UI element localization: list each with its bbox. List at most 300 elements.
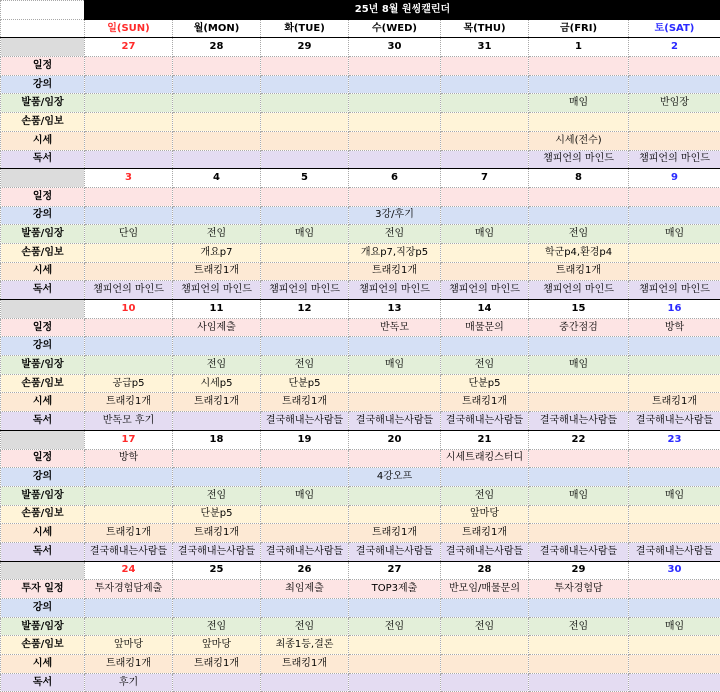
entry-cell-mon[interactable]: 트래킹1개: [173, 393, 261, 412]
entry-cell-tue[interactable]: [261, 131, 349, 150]
entry-cell-tue[interactable]: [261, 243, 349, 262]
date-cell-thu[interactable]: 31: [441, 38, 529, 57]
entry-cell-sat[interactable]: [629, 580, 720, 599]
entry-cell-sat[interactable]: [629, 374, 720, 393]
entry-cell-sun[interactable]: [85, 187, 173, 206]
date-cell-fri[interactable]: 8: [529, 169, 629, 188]
entry-cell-thu[interactable]: [441, 599, 529, 618]
entry-cell-tue[interactable]: [261, 337, 349, 356]
entry-cell-thu[interactable]: [441, 94, 529, 113]
entry-cell-tue[interactable]: [261, 524, 349, 543]
entry-cell-sat[interactable]: 결국해내는사람들: [629, 542, 720, 561]
entry-cell-wed[interactable]: 결국해내는사람들: [349, 412, 441, 431]
entry-cell-mon[interactable]: [173, 206, 261, 225]
calendar-row: [1, 94, 720, 113]
entry-cell-sun[interactable]: [85, 356, 173, 375]
entry-cell-tue[interactable]: [261, 318, 349, 337]
week-5-date-row: [1, 561, 720, 580]
entry-cell-sun[interactable]: [85, 131, 173, 150]
entry-cell-tue[interactable]: 단분p5: [261, 374, 349, 393]
entry-cell-mon[interactable]: [173, 337, 261, 356]
row-label[interactable]: 손품/임보: [1, 505, 85, 524]
entry-cell-fri[interactable]: 매임: [529, 356, 629, 375]
entry-cell-sun[interactable]: 트래킹1개: [85, 393, 173, 412]
row-label[interactable]: 독서: [1, 150, 85, 169]
date-cell-sun[interactable]: 17: [85, 430, 173, 449]
row-label[interactable]: 독서: [1, 542, 85, 561]
entry-cell-thu[interactable]: [441, 131, 529, 150]
entry-cell-wed[interactable]: [349, 337, 441, 356]
entry-cell-thu[interactable]: [441, 75, 529, 94]
entry-cell-thu[interactable]: 시세트래킹스터디: [441, 449, 529, 468]
row-label[interactable]: 시세: [1, 524, 85, 543]
entry-cell-sat[interactable]: [629, 636, 720, 655]
entry-cell-sat[interactable]: 매임: [629, 617, 720, 636]
entry-cell-tue[interactable]: [261, 673, 349, 692]
entry-cell-fri[interactable]: 챔피언의 마인드: [529, 150, 629, 169]
entry-cell-mon[interactable]: [173, 673, 261, 692]
entry-cell-thu[interactable]: 앞마당: [441, 505, 529, 524]
entry-cell-tue[interactable]: 트래킹1개: [261, 655, 349, 674]
entry-cell-thu[interactable]: 전임: [441, 617, 529, 636]
entry-cell-wed[interactable]: [349, 599, 441, 618]
entry-cell-sat[interactable]: [629, 113, 720, 132]
entry-cell-wed[interactable]: 트래킹1개: [349, 262, 441, 281]
entry-cell-mon[interactable]: [173, 113, 261, 132]
date-cell-mon[interactable]: 25: [173, 561, 261, 580]
entry-cell-fri[interactable]: 결국해내는사람들: [529, 542, 629, 561]
dow-sat[interactable]: 토(SAT): [629, 19, 720, 38]
date-cell-sat[interactable]: 2: [629, 38, 720, 57]
date-cell-sat[interactable]: 30: [629, 561, 720, 580]
entry-cell-mon[interactable]: 챔피언의 마인드: [173, 281, 261, 300]
entry-cell-fri[interactable]: 전임: [529, 225, 629, 244]
entry-cell-tue[interactable]: [261, 449, 349, 468]
entry-cell-fri[interactable]: 전임: [529, 617, 629, 636]
entry-cell-wed[interactable]: [349, 505, 441, 524]
date-cell-fri[interactable]: 1: [529, 38, 629, 57]
row-label[interactable]: 강의: [1, 206, 85, 225]
entry-cell-sat[interactable]: [629, 655, 720, 674]
row-label[interactable]: 시세: [1, 655, 85, 674]
row-label[interactable]: 손품/임보: [1, 374, 85, 393]
date-cell-fri[interactable]: 22: [529, 430, 629, 449]
header-corner-cell[interactable]: [1, 19, 85, 38]
entry-cell-sun[interactable]: [85, 617, 173, 636]
entry-cell-sun[interactable]: [85, 468, 173, 487]
entry-cell-sun[interactable]: [85, 505, 173, 524]
row-label[interactable]: 발품/임장: [1, 94, 85, 113]
entry-cell-wed[interactable]: [349, 673, 441, 692]
entry-cell-tue[interactable]: [261, 150, 349, 169]
entry-cell-fri[interactable]: 매임: [529, 486, 629, 505]
entry-cell-fri[interactable]: 결국해내는사람들: [529, 412, 629, 431]
entry-cell-thu[interactable]: 트래킹1개: [441, 524, 529, 543]
entry-cell-thu[interactable]: [441, 636, 529, 655]
entry-cell-mon[interactable]: 개요p7: [173, 243, 261, 262]
entry-cell-sun[interactable]: [85, 486, 173, 505]
entry-cell-mon[interactable]: 전임: [173, 356, 261, 375]
week-2-date-row: [1, 169, 720, 188]
dow-thu[interactable]: 목(THU): [441, 19, 529, 38]
entry-cell-thu[interactable]: 트래킹1개: [441, 393, 529, 412]
entry-cell-tue[interactable]: 매임: [261, 225, 349, 244]
entry-cell-thu[interactable]: 전임: [441, 486, 529, 505]
entry-cell-sun[interactable]: [85, 206, 173, 225]
date-cell-sun[interactable]: 24: [85, 561, 173, 580]
entry-cell-mon[interactable]: [173, 580, 261, 599]
date-cell-sun[interactable]: 3: [85, 169, 173, 188]
entry-cell-thu[interactable]: 매물문의: [441, 318, 529, 337]
entry-cell-wed[interactable]: [349, 393, 441, 412]
row-label[interactable]: 일정: [1, 187, 85, 206]
entry-cell-fri[interactable]: [529, 599, 629, 618]
week-date-row-label-cell[interactable]: [1, 430, 85, 449]
entry-cell-mon[interactable]: [173, 94, 261, 113]
entry-cell-sun[interactable]: [85, 262, 173, 281]
entry-cell-sat[interactable]: [629, 468, 720, 487]
entry-cell-tue[interactable]: [261, 505, 349, 524]
entry-cell-fri[interactable]: [529, 505, 629, 524]
date-cell-wed[interactable]: 6: [349, 169, 441, 188]
date-cell-tue[interactable]: 29: [261, 38, 349, 57]
entry-cell-wed[interactable]: [349, 636, 441, 655]
calendar-row: [1, 243, 720, 262]
entry-cell-wed[interactable]: 매임: [349, 356, 441, 375]
entry-cell-sat[interactable]: [629, 131, 720, 150]
row-label[interactable]: 시세: [1, 393, 85, 412]
entry-cell-fri[interactable]: [529, 449, 629, 468]
entry-cell-sat[interactable]: [629, 57, 720, 76]
entry-cell-sat[interactable]: 챔피언의 마인드: [629, 150, 720, 169]
date-cell-sat[interactable]: 23: [629, 430, 720, 449]
entry-cell-thu[interactable]: [441, 468, 529, 487]
entry-cell-fri[interactable]: 매임: [529, 94, 629, 113]
row-label[interactable]: 강의: [1, 468, 85, 487]
date-cell-mon[interactable]: 4: [173, 169, 261, 188]
entry-cell-sun[interactable]: 반독모 후기: [85, 412, 173, 431]
entry-cell-fri[interactable]: [529, 75, 629, 94]
entry-cell-sat[interactable]: 매임: [629, 486, 720, 505]
entry-cell-tue[interactable]: 최임제출: [261, 580, 349, 599]
row-label[interactable]: 손품/임보: [1, 636, 85, 655]
entry-cell-sun[interactable]: 결국해내는사람들: [85, 542, 173, 561]
row-label[interactable]: 강의: [1, 337, 85, 356]
entry-cell-sun[interactable]: 투자경험담제출: [85, 580, 173, 599]
entry-cell-sun[interactable]: [85, 113, 173, 132]
entry-cell-fri[interactable]: [529, 337, 629, 356]
entry-cell-thu[interactable]: [441, 655, 529, 674]
date-cell-fri[interactable]: 29: [529, 561, 629, 580]
entry-cell-thu[interactable]: 단분p5: [441, 374, 529, 393]
dow-mon[interactable]: 월(MON): [173, 19, 261, 38]
entry-cell-thu[interactable]: 결국해내는사람들: [441, 542, 529, 561]
entry-cell-sun[interactable]: [85, 75, 173, 94]
entry-cell-wed[interactable]: [349, 113, 441, 132]
date-cell-thu[interactable]: 28: [441, 561, 529, 580]
entry-cell-sat[interactable]: 매임: [629, 225, 720, 244]
entry-cell-tue[interactable]: 최종1등,결론: [261, 636, 349, 655]
entry-cell-wed[interactable]: [349, 94, 441, 113]
entry-cell-wed[interactable]: [349, 187, 441, 206]
entry-cell-sun[interactable]: [85, 57, 173, 76]
entry-cell-sat[interactable]: [629, 75, 720, 94]
entry-cell-wed[interactable]: [349, 131, 441, 150]
entry-cell-thu[interactable]: [441, 243, 529, 262]
entry-cell-sat[interactable]: 챔피언의 마인드: [629, 281, 720, 300]
date-cell-sat[interactable]: 9: [629, 169, 720, 188]
entry-cell-sun[interactable]: [85, 318, 173, 337]
entry-cell-sat[interactable]: 결국해내는사람들: [629, 412, 720, 431]
entry-cell-fri[interactable]: 챔피언의 마인드: [529, 281, 629, 300]
entry-cell-tue[interactable]: [261, 206, 349, 225]
date-cell-mon[interactable]: 11: [173, 300, 261, 319]
entry-cell-mon[interactable]: [173, 449, 261, 468]
entry-cell-thu[interactable]: [441, 206, 529, 225]
entry-cell-mon[interactable]: 전임: [173, 225, 261, 244]
dow-tue[interactable]: 화(TUE): [261, 19, 349, 38]
entry-cell-sat[interactable]: [629, 243, 720, 262]
entry-cell-mon[interactable]: 결국해내는사람들: [173, 542, 261, 561]
entry-cell-wed[interactable]: 트래킹1개: [349, 524, 441, 543]
entry-cell-fri[interactable]: 중간점검: [529, 318, 629, 337]
entry-cell-sun[interactable]: 트래킹1개: [85, 524, 173, 543]
date-cell-thu[interactable]: 14: [441, 300, 529, 319]
entry-cell-sat[interactable]: [629, 449, 720, 468]
entry-cell-thu[interactable]: [441, 187, 529, 206]
entry-cell-wed[interactable]: 결국해내는사람들: [349, 542, 441, 561]
entry-cell-wed[interactable]: [349, 150, 441, 169]
entry-cell-mon[interactable]: 트래킹1개: [173, 262, 261, 281]
entry-cell-wed[interactable]: 반독모: [349, 318, 441, 337]
row-label[interactable]: 일정: [1, 449, 85, 468]
entry-cell-sat[interactable]: [629, 356, 720, 375]
entry-cell-fri[interactable]: [529, 187, 629, 206]
entry-cell-mon[interactable]: [173, 187, 261, 206]
entry-cell-sun[interactable]: 챔피언의 마인드: [85, 281, 173, 300]
entry-cell-fri[interactable]: [529, 374, 629, 393]
entry-cell-fri[interactable]: 트래킹1개: [529, 262, 629, 281]
date-cell-mon[interactable]: 28: [173, 38, 261, 57]
entry-cell-wed[interactable]: [349, 486, 441, 505]
entry-cell-mon[interactable]: 앞마당: [173, 636, 261, 655]
row-label[interactable]: 일정: [1, 57, 85, 76]
row-label[interactable]: 강의: [1, 599, 85, 618]
entry-cell-sat[interactable]: 반임장: [629, 94, 720, 113]
entry-cell-fri[interactable]: [529, 393, 629, 412]
entry-cell-mon[interactable]: 전임: [173, 486, 261, 505]
row-label[interactable]: 투자 일정: [1, 580, 85, 599]
entry-cell-mon[interactable]: [173, 468, 261, 487]
entry-cell-thu[interactable]: [441, 57, 529, 76]
calendar-title[interactable]: 25년 8월 원씽캘린더: [85, 1, 720, 20]
date-cell-tue[interactable]: 12: [261, 300, 349, 319]
row-label[interactable]: 손품/임보: [1, 243, 85, 262]
row-label[interactable]: 발품/임장: [1, 225, 85, 244]
entry-cell-tue[interactable]: 챔피언의 마인드: [261, 281, 349, 300]
row-label[interactable]: 독서: [1, 281, 85, 300]
entry-cell-thu[interactable]: 매임: [441, 225, 529, 244]
entry-cell-sat[interactable]: [629, 673, 720, 692]
entry-cell-wed[interactable]: 3강/후기: [349, 206, 441, 225]
entry-cell-tue[interactable]: [261, 75, 349, 94]
date-cell-sat[interactable]: 16: [629, 300, 720, 319]
date-cell-wed[interactable]: 20: [349, 430, 441, 449]
row-label[interactable]: 독서: [1, 673, 85, 692]
entry-cell-mon[interactable]: [173, 412, 261, 431]
entry-cell-fri[interactable]: 시세(전수): [529, 131, 629, 150]
entry-cell-tue[interactable]: [261, 468, 349, 487]
entry-cell-sun[interactable]: 방학: [85, 449, 173, 468]
entry-cell-wed[interactable]: 4강오프: [349, 468, 441, 487]
calendar-row: [1, 225, 720, 244]
dow-sun[interactable]: 일(SUN): [85, 19, 173, 38]
date-cell-mon[interactable]: 18: [173, 430, 261, 449]
entry-cell-wed[interactable]: [349, 655, 441, 674]
entry-cell-fri[interactable]: 학군p4,환경p4: [529, 243, 629, 262]
entry-cell-mon[interactable]: 트래킹1개: [173, 655, 261, 674]
entry-cell-tue[interactable]: [261, 57, 349, 76]
date-cell-thu[interactable]: 7: [441, 169, 529, 188]
entry-cell-wed[interactable]: 챔피언의 마인드: [349, 281, 441, 300]
entry-cell-thu[interactable]: 전임: [441, 356, 529, 375]
entry-cell-tue[interactable]: 매임: [261, 486, 349, 505]
date-cell-thu[interactable]: 21: [441, 430, 529, 449]
dow-wed[interactable]: 수(WED): [349, 19, 441, 38]
date-cell-tue[interactable]: 5: [261, 169, 349, 188]
entry-cell-sat[interactable]: [629, 599, 720, 618]
entry-cell-sat[interactable]: 트래킹1개: [629, 393, 720, 412]
entry-cell-mon[interactable]: 사임제출: [173, 318, 261, 337]
entry-cell-thu[interactable]: [441, 262, 529, 281]
entry-cell-tue[interactable]: 트래킹1개: [261, 393, 349, 412]
week-3-date-row: [1, 300, 720, 319]
entry-cell-mon[interactable]: [173, 57, 261, 76]
entry-cell-wed[interactable]: 전임: [349, 225, 441, 244]
entry-cell-sat[interactable]: [629, 337, 720, 356]
date-cell-tue[interactable]: 19: [261, 430, 349, 449]
entry-cell-tue[interactable]: 결국해내는사람들: [261, 412, 349, 431]
entry-cell-tue[interactable]: 전임: [261, 617, 349, 636]
entry-cell-thu[interactable]: 챔피언의 마인드: [441, 281, 529, 300]
entry-cell-sat[interactable]: [629, 187, 720, 206]
row-label[interactable]: 발품/임장: [1, 486, 85, 505]
row-label[interactable]: 강의: [1, 75, 85, 94]
entry-cell-tue[interactable]: 결국해내는사람들: [261, 542, 349, 561]
row-label[interactable]: 시세: [1, 262, 85, 281]
entry-cell-tue[interactable]: 전임: [261, 356, 349, 375]
entry-cell-sun[interactable]: 공급p5: [85, 374, 173, 393]
entry-cell-wed[interactable]: TOP3제출: [349, 580, 441, 599]
row-label[interactable]: 시세: [1, 131, 85, 150]
date-cell-wed[interactable]: 27: [349, 561, 441, 580]
entry-cell-sun[interactable]: [85, 599, 173, 618]
entry-cell-tue[interactable]: [261, 187, 349, 206]
date-cell-fri[interactable]: 15: [529, 300, 629, 319]
entry-cell-sun[interactable]: [85, 243, 173, 262]
entry-cell-mon[interactable]: [173, 599, 261, 618]
week-date-row-label-cell[interactable]: [1, 38, 85, 57]
entry-cell-fri[interactable]: [529, 113, 629, 132]
entry-cell-wed[interactable]: [349, 374, 441, 393]
entry-cell-fri[interactable]: [529, 636, 629, 655]
entry-cell-sat[interactable]: [629, 524, 720, 543]
calendar-row: [1, 412, 720, 431]
entry-cell-fri[interactable]: [529, 673, 629, 692]
entry-cell-sun[interactable]: [85, 94, 173, 113]
entry-cell-fri[interactable]: 투자경험담: [529, 580, 629, 599]
entry-cell-fri[interactable]: [529, 468, 629, 487]
entry-cell-sat[interactable]: 방학: [629, 318, 720, 337]
entry-cell-sun[interactable]: [85, 337, 173, 356]
entry-cell-sun[interactable]: 단임: [85, 225, 173, 244]
entry-cell-mon[interactable]: [173, 131, 261, 150]
entry-cell-wed[interactable]: [349, 75, 441, 94]
corner-cell[interactable]: [1, 1, 85, 20]
entry-cell-sat[interactable]: [629, 206, 720, 225]
entry-cell-fri[interactable]: [529, 655, 629, 674]
date-cell-sun[interactable]: 27: [85, 38, 173, 57]
date-cell-wed[interactable]: 13: [349, 300, 441, 319]
row-label[interactable]: 발품/임장: [1, 356, 85, 375]
entry-cell-sat[interactable]: [629, 505, 720, 524]
entry-cell-sun[interactable]: [85, 150, 173, 169]
row-label[interactable]: 발품/임장: [1, 617, 85, 636]
entry-cell-tue[interactable]: [261, 599, 349, 618]
entry-cell-thu[interactable]: [441, 150, 529, 169]
entry-cell-mon[interactable]: [173, 75, 261, 94]
entry-cell-wed[interactable]: [349, 57, 441, 76]
date-cell-tue[interactable]: 26: [261, 561, 349, 580]
entry-cell-sun[interactable]: 후기: [85, 673, 173, 692]
entry-cell-mon[interactable]: 단분p5: [173, 505, 261, 524]
entry-cell-fri[interactable]: [529, 524, 629, 543]
entry-cell-mon[interactable]: 트래킹1개: [173, 524, 261, 543]
row-label[interactable]: 손품/임보: [1, 113, 85, 132]
entry-cell-sat[interactable]: [629, 262, 720, 281]
entry-cell-thu[interactable]: [441, 673, 529, 692]
entry-cell-tue[interactable]: [261, 113, 349, 132]
entry-cell-mon[interactable]: 시세p5: [173, 374, 261, 393]
row-label[interactable]: 독서: [1, 412, 85, 431]
entry-cell-thu[interactable]: 반모임/매물문의: [441, 580, 529, 599]
date-cell-wed[interactable]: 30: [349, 38, 441, 57]
entry-cell-tue[interactable]: [261, 94, 349, 113]
week-date-row-label-cell[interactable]: [1, 169, 85, 188]
date-cell-sun[interactable]: 10: [85, 300, 173, 319]
row-label[interactable]: 일정: [1, 318, 85, 337]
entry-cell-thu[interactable]: [441, 113, 529, 132]
week-date-row-label-cell[interactable]: [1, 300, 85, 319]
entry-cell-fri[interactable]: [529, 206, 629, 225]
week-date-row-label-cell[interactable]: [1, 561, 85, 580]
entry-cell-tue[interactable]: [261, 262, 349, 281]
entry-cell-wed[interactable]: 전임: [349, 617, 441, 636]
entry-cell-fri[interactable]: [529, 57, 629, 76]
entry-cell-wed[interactable]: 개요p7,직장p5: [349, 243, 441, 262]
entry-cell-thu[interactable]: 결국해내는사람들: [441, 412, 529, 431]
dow-fri[interactable]: 금(FRI): [529, 19, 629, 38]
calendar-row: [1, 113, 720, 132]
entry-cell-sun[interactable]: 트래킹1개: [85, 655, 173, 674]
entry-cell-mon[interactable]: 전임: [173, 617, 261, 636]
entry-cell-thu[interactable]: [441, 337, 529, 356]
entry-cell-mon[interactable]: [173, 150, 261, 169]
entry-cell-wed[interactable]: [349, 449, 441, 468]
calendar-row: [1, 542, 720, 561]
calendar-row: [1, 636, 720, 655]
entry-cell-sun[interactable]: 앞마당: [85, 636, 173, 655]
